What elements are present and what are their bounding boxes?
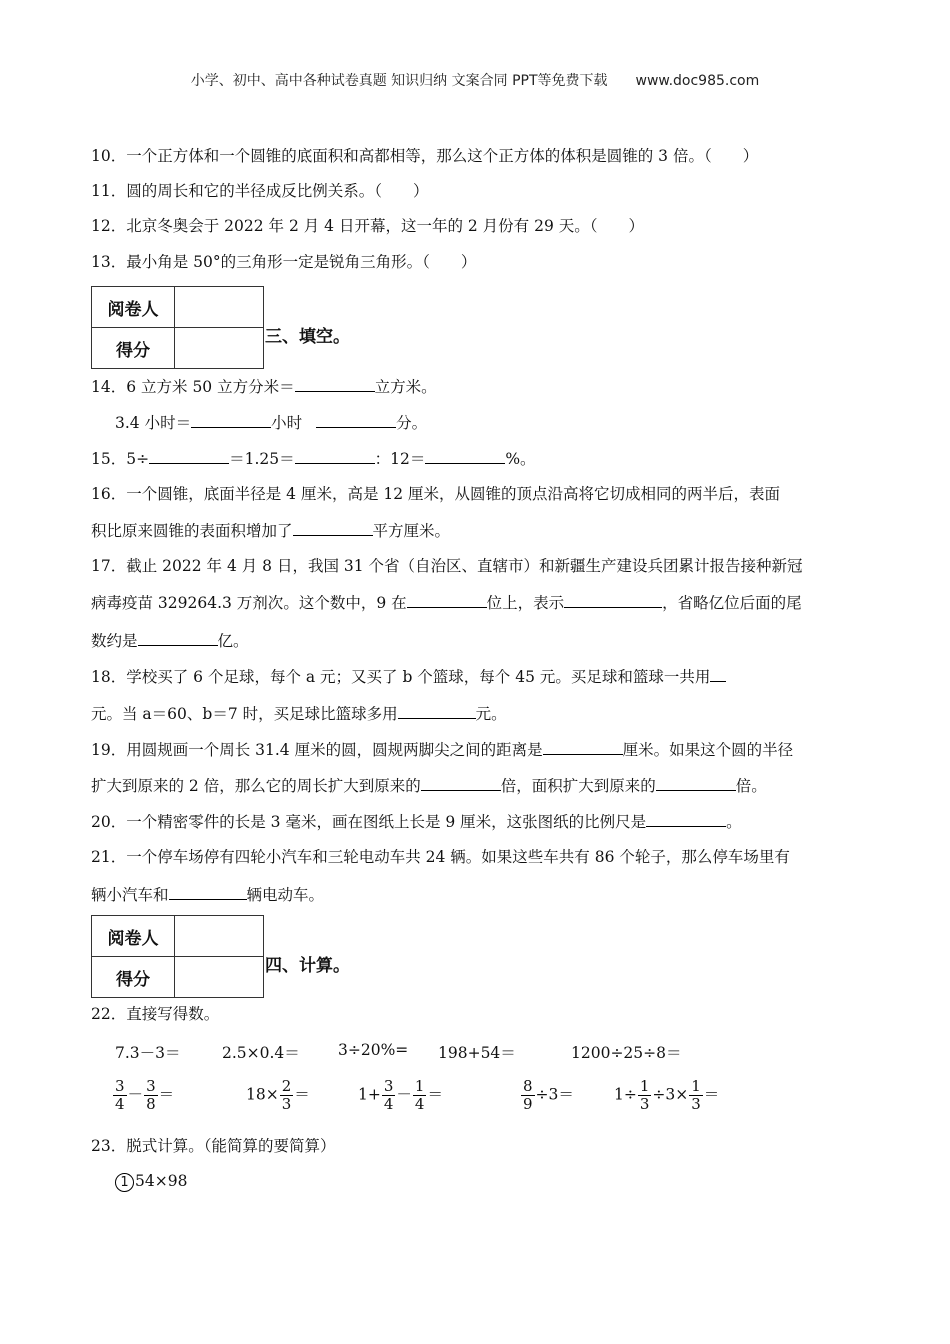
reviewer-field[interactable] xyxy=(175,287,264,328)
answer-blank[interactable] xyxy=(316,412,396,428)
fraction xyxy=(413,1078,427,1113)
equals: ＝ xyxy=(703,1085,720,1104)
numerator: 2 xyxy=(281,1077,292,1095)
answer-blank[interactable] xyxy=(564,592,662,608)
denominator: 3 xyxy=(281,1095,292,1113)
answer-blank[interactable] xyxy=(293,520,373,536)
operand: 18× xyxy=(246,1085,279,1104)
q20-text-1: 20．一个精密零件的长是 3 毫米，画在图纸上长是 9 厘米，这张图纸的比例尺是 xyxy=(91,813,647,831)
calc-item: 198+54＝ xyxy=(438,1044,516,1062)
calc-fraction-item-5 xyxy=(614,1078,719,1113)
question-13: 13．最小角是 50°的三角形一定是锐角三角形。（ ） xyxy=(91,253,477,271)
calc-fraction-item-2 xyxy=(246,1078,310,1113)
equals: ＝ xyxy=(427,1085,443,1104)
question-14b xyxy=(115,412,427,433)
calc-fraction-item-4 xyxy=(520,1078,574,1113)
q15-text-4: %。 xyxy=(505,450,536,468)
q17c-text-1: 数约是 xyxy=(91,632,138,650)
operand: ÷3＝ xyxy=(535,1085,574,1104)
q19a-text-1: 19．用圆规画一个周长 31.4 厘米的圆，圆规两脚尖之间的距离是 xyxy=(91,741,543,759)
question-21b xyxy=(91,884,324,905)
q19b-text-3: 倍。 xyxy=(735,777,767,795)
fraction xyxy=(280,1078,294,1113)
numerator: 8 xyxy=(523,1077,533,1095)
numerator: 3 xyxy=(383,1077,394,1095)
calc-fraction-item-1 xyxy=(112,1078,174,1113)
question-19b xyxy=(91,775,767,796)
q18b-text-2: 元。 xyxy=(475,705,507,723)
denominator: 4 xyxy=(115,1095,125,1113)
denominator: 4 xyxy=(383,1095,394,1113)
circled-number: 1 xyxy=(115,1173,134,1192)
section-title-calc: 四、计算。 xyxy=(265,956,350,976)
q17c-text-2: 亿。 xyxy=(217,632,249,650)
q17b-text-1: 病毒疫苗 329264.3 万剂次。这个数中，9 在 xyxy=(91,594,407,612)
equals: ＝ xyxy=(294,1085,310,1104)
answer-blank[interactable] xyxy=(425,448,505,464)
q21b-text-2: 辆电动车。 xyxy=(246,886,325,904)
q14b-text-1: 3.4 小时＝ xyxy=(115,414,192,432)
calc-item: 1200÷25÷8＝ xyxy=(571,1044,682,1062)
question-20 xyxy=(91,811,742,832)
numerator: 1 xyxy=(691,1077,701,1095)
numerator: 3 xyxy=(146,1077,156,1095)
denominator: 3 xyxy=(639,1095,650,1113)
question-18a xyxy=(91,666,726,687)
calc-item: 2.5×0.4＝ xyxy=(222,1044,300,1062)
numerator: 1 xyxy=(414,1077,425,1095)
answer-blank[interactable] xyxy=(407,592,487,608)
q17b-text-2: 位上，表示 xyxy=(486,594,565,612)
fraction xyxy=(521,1078,535,1113)
answer-blank[interactable] xyxy=(710,666,726,682)
calc-item: 3÷20%= xyxy=(338,1041,409,1059)
q15-text-1: 15．5÷ xyxy=(91,450,150,468)
question-14a xyxy=(91,376,437,397)
answer-blank[interactable] xyxy=(398,703,476,719)
question-22: 22．直接写得数。 xyxy=(91,1005,220,1023)
question-17b xyxy=(91,592,802,613)
operand: ÷3× xyxy=(652,1085,689,1104)
q21b-text-1: 辆小汽车和 xyxy=(91,886,169,904)
question-16b xyxy=(91,520,450,541)
denominator: 8 xyxy=(146,1095,156,1113)
operand: 1÷ xyxy=(614,1085,637,1104)
operand: 1+ xyxy=(358,1085,381,1104)
q19a-text-2: 厘米。如果这个圆的半径 xyxy=(622,741,794,759)
q14b-text-2: 小时 xyxy=(271,414,303,432)
denominator: 3 xyxy=(691,1095,701,1113)
question-15 xyxy=(91,448,536,469)
q18b-text-1: 元。当 a＝60、b＝7 时，买足球比篮球多用 xyxy=(91,705,398,723)
expression: 54×98 xyxy=(135,1172,188,1190)
question-19a xyxy=(91,739,793,760)
operator: － xyxy=(396,1085,412,1104)
answer-blank[interactable] xyxy=(656,775,736,791)
score-label: 得分 xyxy=(92,328,175,369)
answer-blank[interactable] xyxy=(169,884,247,900)
numerator: 3 xyxy=(115,1077,125,1095)
q16b-text-1: 积比原来圆锥的表面积增加了 xyxy=(91,522,293,540)
answer-blank[interactable] xyxy=(149,448,229,464)
question-17c xyxy=(91,630,249,651)
section-title-fill: 三、填空。 xyxy=(265,327,350,347)
q17b-text-3: ，省略亿位后面的尾 xyxy=(662,594,802,612)
score-field[interactable] xyxy=(175,328,264,369)
fraction xyxy=(689,1078,703,1113)
question-18b xyxy=(91,703,507,724)
fraction xyxy=(382,1078,396,1113)
fraction xyxy=(144,1078,158,1113)
fraction xyxy=(113,1078,127,1113)
answer-blank[interactable] xyxy=(295,448,375,464)
reviewer-label: 阅卷人 xyxy=(92,916,175,957)
question-16a: 16．一个圆锥，底面半径是 4 厘米，高是 12 厘米，从圆锥的顶点沿高将它切成相同的两半后，表面 xyxy=(91,485,781,503)
q16b-text-2: 平方厘米。 xyxy=(372,522,451,540)
reviewer-label: 阅卷人 xyxy=(92,287,175,328)
denominator: 4 xyxy=(414,1095,425,1113)
q14a-text-2: 立方米。 xyxy=(374,378,437,396)
operator: － xyxy=(127,1085,144,1104)
score-box-2 xyxy=(91,915,264,998)
score-field[interactable] xyxy=(175,957,264,998)
q19b-text-1: 扩大到原来的 2 倍，那么它的周长扩大到原来的 xyxy=(91,777,421,795)
denominator: 9 xyxy=(523,1095,533,1113)
header-text: 小学、初中、高中各种试卷真题 知识归纳 文案合同 PPT等免费下载 xyxy=(190,73,608,89)
question-12: 12．北京冬奥会于 2022 年 2 月 4 日开幕，这一年的 2 月份有 29 天。（ ） xyxy=(91,217,644,235)
answer-blank[interactable] xyxy=(421,775,501,791)
answer-blank[interactable] xyxy=(191,412,271,428)
page-header xyxy=(0,70,950,90)
q15-text-3: ：12＝ xyxy=(374,450,426,468)
score-label: 得分 xyxy=(92,957,175,998)
reviewer-field[interactable] xyxy=(175,916,264,957)
question-23: 23．脱式计算。（能简算的要简算） xyxy=(91,1137,336,1155)
answer-blank[interactable] xyxy=(646,811,726,827)
answer-blank[interactable] xyxy=(543,739,623,755)
q14b-text-3: 分。 xyxy=(396,414,428,432)
header-url[interactable]: www.doc985.com xyxy=(635,73,760,89)
calc-item: 7.3－3＝ xyxy=(115,1044,181,1062)
q23-item-1 xyxy=(115,1172,187,1192)
q14a-text-1: 14．6 立方米 50 立方分米＝ xyxy=(91,378,295,396)
q19b-text-2: 倍，面积扩大到原来的 xyxy=(500,777,656,795)
question-11: 11．圆的周长和它的半径成反比例关系。（ ） xyxy=(91,182,429,200)
q18a-text: 18．学校买了 6 个足球，每个 a 元；又买了 b 个篮球，每个 45 元。买足球和篮球一共用 xyxy=(91,668,711,686)
equals: ＝ xyxy=(158,1085,175,1104)
score-box-1 xyxy=(91,286,264,369)
answer-blank[interactable] xyxy=(295,376,375,392)
numerator: 1 xyxy=(639,1077,650,1095)
question-10: 10．一个正方体和一个圆锥的底面积和高都相等，那么这个正方体的体积是圆锥的 3 倍。（ ） xyxy=(91,147,759,165)
question-21a: 21．一个停车场停有四轮小汽车和三轮电动车共 24 辆。如果这些车共有 86 个轮子，那么停车场里有 xyxy=(91,848,790,866)
answer-blank[interactable] xyxy=(138,630,218,646)
question-17a: 17．截止 2022 年 4 月 8 日，我国 31 个省（自治区、直辖市）和新疆生产建设兵团累计报告接种新冠 xyxy=(91,557,803,575)
fraction xyxy=(638,1078,652,1113)
calc-fraction-item-3 xyxy=(358,1078,443,1113)
q15-text-2: ＝1.25＝ xyxy=(229,450,295,468)
q20-text-2: 。 xyxy=(726,813,742,831)
